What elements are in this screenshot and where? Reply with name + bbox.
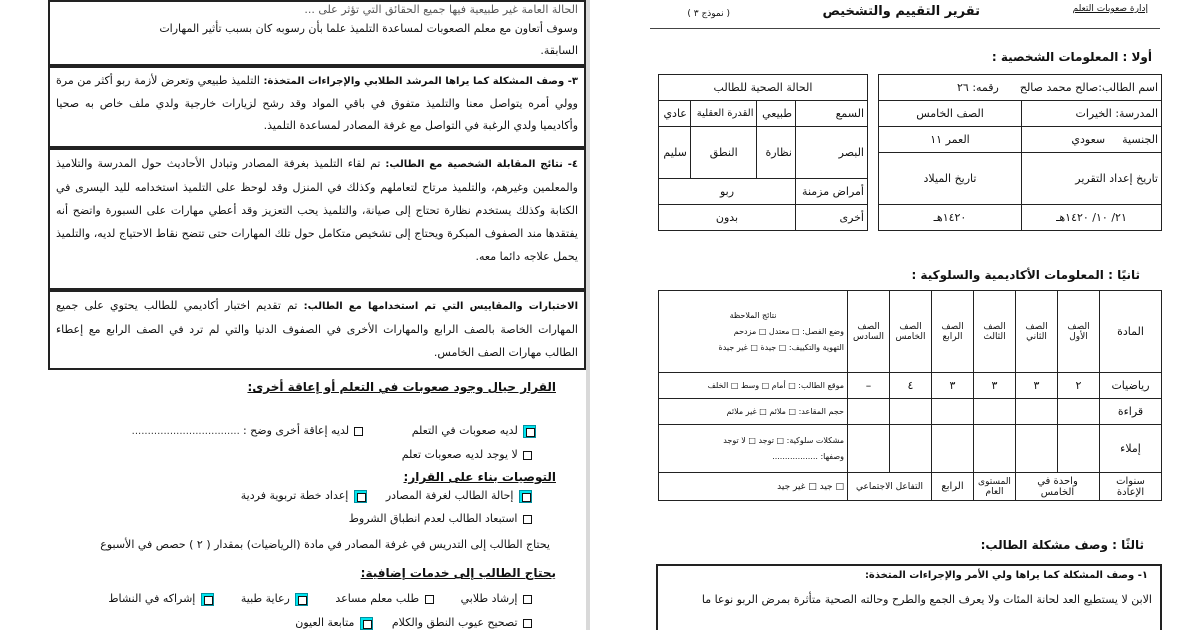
math-g6: – [848,373,890,399]
math-g3: ٣ [974,373,1016,399]
level-label: المستوى العام [974,473,1016,501]
header-line [650,28,1160,29]
checkbox-refer-resource-room[interactable] [519,490,532,503]
continuation-box [48,0,586,66]
math-g5: ٤ [890,373,932,399]
service-opt-2: طلب معلم مساعد [335,592,420,605]
grade4-header: الصف الرابع [932,291,974,373]
decision-row-1: لديه صعوبات في التعلم لديه إعاقة أخرى وضح : .................................. [38,424,538,438]
student-number: رقمه: ٢٦ [957,81,999,94]
checkbox-student-counseling[interactable] [523,595,532,604]
math-g1: ٢ [1058,373,1100,399]
hearing-label: السمع [795,101,867,127]
student-name: اسم الطالب:صالح محمد صالح [1019,81,1158,94]
section-1-title: أولا : المعلومات الشخصية : [991,50,1152,64]
notes-line-5: مشكلات سلوكية: □ توجد □ لا توجد [723,435,844,445]
chronic-label: أمراض مزمنة [795,179,867,205]
other-label: أخرى [795,205,867,231]
interview-results-title: ٤- نتائج المقابلة الشخصية مع الطالب: [385,159,578,170]
school-cell: المدرسة: الخيرات [1022,101,1162,127]
hearing-value: طبيعي [757,101,796,127]
recommendations-row-1 [241,489,534,503]
nationality-value: سعودي [1071,133,1106,146]
counselor-description-title: ٣- وصف المشكلة كما يراها المرشد الطلابي والإجراءات المتخذة: [263,76,578,87]
age-cell: العمر ١١ [879,127,1022,153]
grade-cell: الصف الخامس [879,101,1022,127]
mental-value: عادي [659,101,691,127]
service-opt-1: إرشاد طلابي [460,592,518,605]
speech-value: سليم [659,127,691,179]
left-page [0,0,586,630]
notes-line-2: التهوية والتكييف: □ جيدة □ غير جيدة [718,342,844,352]
tests-title: الاختبارات والمقاييس التي تم استخدامها مع الطالب: [303,301,579,312]
checkbox-speech-correction[interactable] [523,619,532,628]
service-opt-6: متابعة العيون [295,616,355,629]
report-title: تقرير التقييم والتشخيص [822,4,980,19]
checkbox-no-difficulties[interactable] [523,451,532,460]
recommendation-opt-3: استبعاد الطالب لعدم انطباق الشروط [348,512,518,525]
grade2-header: الصف الثاني [1016,291,1058,373]
section-2-title: ثانيًا : المعلومات الأكاديمية والسلوكية : [911,268,1140,282]
decision-row-2 [402,448,534,461]
notes-line-4: حجم المقاعد: □ ملائم □ غير ملائم [659,399,848,425]
parent-description-box [656,564,1162,630]
checkbox-learning-difficulties[interactable] [523,425,536,438]
teaching-hours-text: يحتاج الطالب إلى التدريس في غرفة المصادر في مادة (الرياضيات) بمقدار ( ٢ ) حصص في الأسبوع [100,538,550,551]
mental-label: القدرة العقلية [690,101,757,127]
health-table [658,74,868,231]
other-value: بدون [659,205,796,231]
checkbox-individual-plan[interactable] [354,490,367,503]
vision-value: نظارة [757,127,796,179]
tests-text: تم تقديم اختبار أكاديمي للطالب يحتوي على جميع المهارات الخاصة بالصف الرابع والمهارات الأخرى في الصفوف الدنيا والتي لم ترد في الصف الرابع مع إعطاء الطالب مهارات الصف الخامس. [56,299,578,359]
checkbox-other-disability[interactable] [354,427,363,436]
grade3-header: الصف الثالث [974,291,1016,373]
speech-label: النطق [690,127,757,179]
service-opt-5: تصحيح عيوب النطق والكلام [391,616,518,629]
subject-header: المادة [1100,291,1162,373]
checkbox-assistant-teacher[interactable] [425,595,434,604]
continuation-line-3: السابقة. [540,44,578,57]
report-date-value: ٢١/ ١٠/ ١٤٢٠هـ [1022,205,1162,231]
level-value: الرابع [932,473,974,501]
decision-opt-2: لديه إعاقة أخرى وضح : [242,424,350,437]
report-date-label: تاريخ إعداد التقرير [1022,153,1162,205]
continuation-line-1: الحالة العامة غير طبيعية فيها جميع الحقائق التي تؤثر على ... [304,3,578,16]
checkbox-activity-participation[interactable] [201,593,214,606]
service-opt-4: إشراكه في النشاط [108,592,196,605]
repeat-value: واحدة في الخامس [1016,473,1100,501]
services-row-2 [295,616,534,630]
section-3-title: ثالثًا : وصف مشكلة الطالب: [980,538,1144,552]
vision-label: البصر [795,127,867,179]
checkbox-eye-followup[interactable] [360,617,373,630]
reading-row-label: قراءة [1100,399,1162,425]
birth-date-label: تاريخ الميلاد [879,153,1022,205]
decision-opt-1: لديه صعوبات في التعلم [411,424,518,437]
grade6-header: الصف السادس [848,291,890,373]
service-opt-3: رعاية طبية [240,592,290,605]
recommendations-row-2 [349,512,534,525]
math-g2: ٣ [1016,373,1058,399]
personal-info-table [878,74,1162,231]
tests-box [48,290,586,370]
parent-description-text: الابن لا يستطيع العد لحانة المئات ولا يعرف الجمع والطرح وحالته الصحية متأثرة بمرض الربو نوعا ما [701,593,1152,606]
notes-line-3: موقع الطالب: □ أمام □ وسط □ الخلف [659,373,848,399]
grade1-header: الصف الأول [1058,291,1100,373]
chronic-value: ربو [659,179,796,205]
header-small: إدارة صعوبات التعلم [1072,4,1148,14]
right-page [590,0,1200,630]
nationality-label: الجنسية [1122,133,1158,146]
math-row-label: رياضيات [1100,373,1162,399]
repeat-label: سنوات الإعادة [1100,473,1162,501]
decision-title: القرار حيال وجود صعوبات في التعلم أو إعاقة أخرى: [247,380,556,394]
social-label: التفاعل الاجتماعي [848,473,932,501]
social-options: □ جيد □ غير جيد [659,473,848,501]
health-title: الحالة الصحية للطالب [659,75,868,101]
academic-table [658,290,1162,501]
math-g4: ٣ [932,373,974,399]
checkbox-medical-care[interactable] [295,593,308,606]
notes-line-6: وصفها: .................. [772,451,844,461]
continuation-line-2: وسوف أتعاون مع معلم الصعوبات لمساعدة التلميذ علما بأن رسوبه كان بسبب تأثير المهارات [159,22,578,35]
recommendation-opt-2: إعداد خطة تربوية فردية [240,489,349,502]
notes-header: نتائج الملاحظة [729,310,777,320]
services-title: يحتاج الطالب إلى خدمات إضافية: [360,566,556,580]
counselor-description-box [48,66,586,148]
parent-description-title: ١- وصف المشكلة كما يراها ولي الأمر والإجراءات المتخذة: [864,570,1148,581]
notes-line-1: وضع الفصل: □ معتدل □ مزدحم [733,326,844,336]
recommendation-opt-1: إحالة الطالب لغرفة المصادر [385,489,514,502]
form-number: ( نموذج ٣ ) [687,9,730,19]
birth-date-value: ١٤٢٠هـ [879,205,1022,231]
decision-opt-3: لا يوجد لديه صعوبات تعلم [401,448,518,461]
grade5-header: الصف الخامس [890,291,932,373]
counselor-description-text: التلميذ طبيعي وتعرض لأزمة ربو أكثر من مرة وولي أمره يتواصل معنا والتلميذ متفوق في باقي المواد وقد رشح لزيارات خارجية ولدي ملف خاص به صحيا وأكاديميا ولدي الرغبة في التواصل مع غرفة المصادر لمساعدة التلميذ. [56,74,578,132]
services-row-1 [108,592,534,606]
interview-results-text: تم لقاء التلميذ بغرفة المصادر وتبادل الأحاديث حول المدرسة والتلاميذ والمعلمين وغيرهم، والتلميذ مرتاح لتعاملهم وكذلك في المنزل وقد لوحظ على التلميذ استخدامه لليد اليسرى في الكتابة وكذلك يستخدم نظارة تحتاج إلى صيانة، والتلميذ يحب التعزيز وقد أعطي مهارات على السبورة واتضح أنه يفتقدها مند الصفوف المبكرة ويحتاج إلى تشخيص متكامل حول تلك المهارات حتى تتضح نقاط الاحتياج لديه، والتلميذ يحمل علاجه دائما معه. [56,157,578,263]
interview-results-box [48,148,586,290]
dictation-row-label: إملاء [1100,425,1162,473]
checkbox-exclude-student[interactable] [523,515,532,524]
recommendations-title: التوصيات بناء على القرار: [403,470,556,484]
